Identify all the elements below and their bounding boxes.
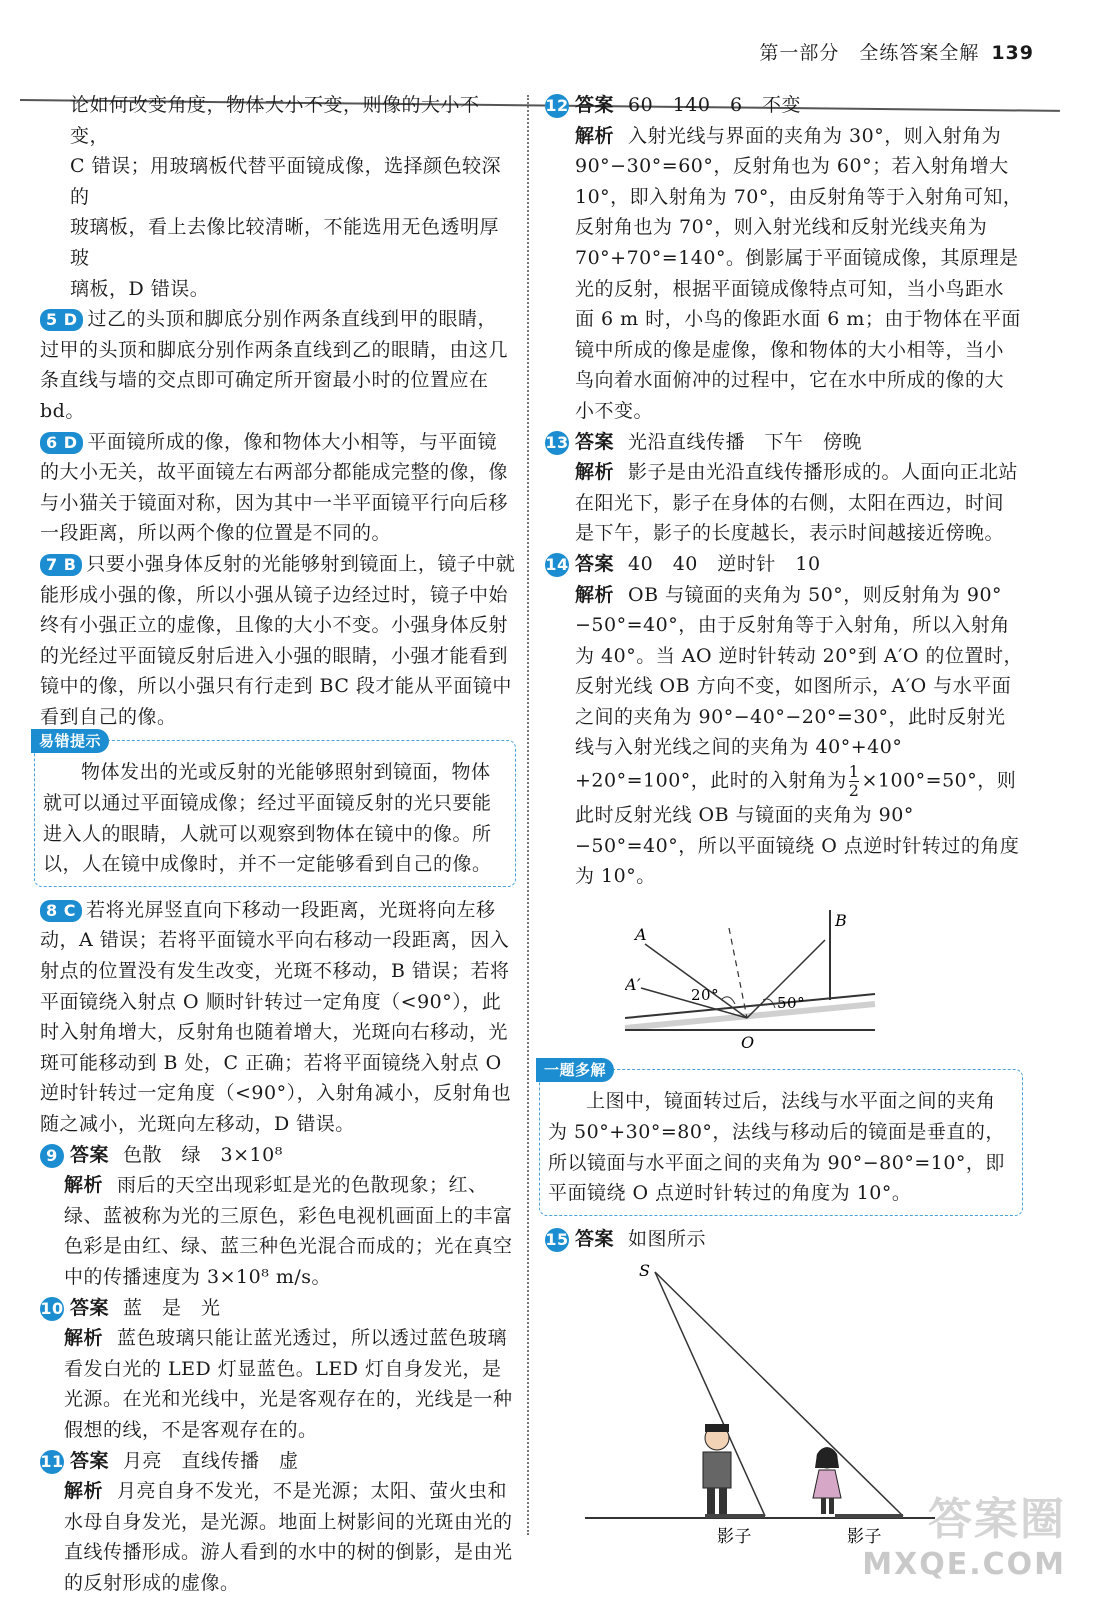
cont-line: 论如何改变角度，物体大小不变，则像的大小不变， xyxy=(70,94,480,147)
answer-label: 答案 xyxy=(575,94,615,116)
column-divider xyxy=(527,95,529,1535)
explanation-12 xyxy=(545,121,1023,427)
answer-label: 答案 xyxy=(575,552,615,575)
tip-box xyxy=(34,732,516,886)
explanation-label: 解析 xyxy=(575,583,615,606)
tip-text: 物体发出的光或反射的光能够照射到镜面，物体就可以通过平面镜成像；经过平面镜反射的光只要能进入人的眼睛，人就可以观察到物体在镜中的像。所以，人在镜中成像时，并不一定能够看到自己的像。 xyxy=(43,761,492,876)
explanation-label: 解析 xyxy=(64,1327,104,1350)
watermark-url: MXQE.COM xyxy=(862,1547,1066,1582)
incident-ray-A xyxy=(645,944,747,1018)
cont-line: C 错误；用玻璃板代替平面镜成像，选择颜色较深的 xyxy=(70,155,502,208)
mirror-reflection-diagram xyxy=(625,900,885,1050)
label-B: B xyxy=(835,910,848,930)
explanation-13 xyxy=(545,457,1023,549)
answer-value: 40 40 逆时针 10 xyxy=(628,552,821,575)
answer-tag: 6 D xyxy=(40,432,83,454)
answer-text: 过乙的头顶和脚底分别作两条直线到甲的眼睛，过甲的头顶和脚底分别作两条直线到乙的眼睛，由这几条直线与墙的交点即可确定所开窗最小时的位置应在 bd。 xyxy=(40,308,509,422)
answer-15 xyxy=(545,1224,1023,1255)
answer-label: 答案 xyxy=(575,430,615,453)
answer-14 xyxy=(545,549,1023,580)
answer-12 xyxy=(545,90,1023,121)
question-number: 11 xyxy=(40,1450,64,1474)
explanation-text: 入射光线与界面的夹角为 30°，则入射角为 90°−30°=60°，反射角也为 60°；若入射角增大 10°，即入射角为 70°，由反射角等于入射角可知，反射角也为 70°，则入射光线和反射光线夹角为 70°+70°=140°。倒影属于平面镜成像，其原理是光的反射，根据平面镜成像特点可知，当小鸟距水面 6 m 时，小鸟的像距水面 6 m；由于物体在平面镜中所成的像是虚像，像和物体的大小相等，当小鸟向着水面俯冲的过程中，它在水中所成的像的大小不变。 xyxy=(575,124,1023,422)
question-number: 13 xyxy=(545,431,569,455)
fraction-denominator: 2 xyxy=(848,781,860,801)
explanation-text: 影子是由光沿直线传播形成的。人面向正北站在阳光下，影子在身体的右侧，太阳在西边，时间是下午，影子的长度越长，表示时间越接近傍晚。 xyxy=(575,461,1019,545)
label-A-prime: A′ xyxy=(625,974,642,994)
explanation-label: 解析 xyxy=(575,461,615,484)
explanation-14 xyxy=(545,580,1023,892)
explanation-text: ×100°=50°，则此时反射光线 OB 与镜面的夹角为 90°−50°=40°，所以平面镜绕 O 点逆时针转过的角度为 10°。 xyxy=(575,769,1020,888)
answer-text: 平面镜所成的像，像和物体大小相等，与平面镜的大小无关，故平面镜左右两部分都能成完整的像，像与小猫关于镜面对称，因为其中一半平面镜平行向后移一段距离，所以两个像的位置是不同的。 xyxy=(40,430,509,545)
question-number: 9 xyxy=(40,1144,64,1168)
fraction-numerator: 1 xyxy=(848,762,860,782)
answer-value: 月亮 直线传播 虚 xyxy=(123,1449,299,1472)
answer-value: 色散 绿 3×10⁸ xyxy=(123,1143,283,1166)
explanation-label: 解析 xyxy=(64,1174,104,1197)
right-column xyxy=(545,90,1023,1558)
watermark-logo xyxy=(862,1483,1066,1582)
watermark-title: 答案圈 xyxy=(928,1494,1066,1545)
explanation-text: 月亮自身不发光，不是光源；太阳、萤火虫和水母自身发光，是光源。地面上树影间的光斑由光的直线传播形成。游人看到的水中的树的倒影，是由光的反射形成的虚像。 xyxy=(64,1480,513,1594)
answer-label: 答案 xyxy=(70,1296,110,1319)
answer-tag: 8 C xyxy=(40,900,82,922)
answer-label: 答案 xyxy=(575,1227,615,1250)
label-O: O xyxy=(741,1032,755,1050)
multi-solution-box xyxy=(539,1061,1023,1215)
question-number: 12 xyxy=(545,94,569,118)
explanation-11 xyxy=(40,1476,516,1598)
answer-label: 答案 xyxy=(70,1143,110,1166)
tip-label: 易错提示 xyxy=(31,729,109,753)
answer-value: 60 140 6 不变 xyxy=(628,94,802,116)
question-number: 14 xyxy=(545,553,569,577)
answer-8 xyxy=(40,895,516,1140)
cont-line: 璃板，D 错误。 xyxy=(70,277,210,300)
label-S: S xyxy=(639,1261,651,1281)
answer-10 xyxy=(40,1293,516,1324)
answer-label: 答案 xyxy=(70,1449,110,1472)
explanation-label: 解析 xyxy=(575,124,615,147)
shadow-label-2: 影子 xyxy=(847,1527,882,1548)
explanation-text: 雨后的天空出现彩虹是光的色散现象；红、绿、蓝被称为光的三原色，彩色电视机画面上的丰富色彩是由红、绿、蓝三种色光混合而成的；光在真空中的传播速度为 3×10⁸ m/s。 xyxy=(64,1174,513,1288)
answer-6 xyxy=(40,427,516,549)
answer-9 xyxy=(40,1140,516,1171)
shadow-1 xyxy=(705,1514,765,1518)
normal-line xyxy=(729,928,747,1018)
answer-value: 蓝 是 光 xyxy=(123,1296,221,1319)
multi-solution-text: 上图中，镜面转过后，法线与水平面之间的夹角为 50°+30°=80°，法线与移动后的镜面是垂直的，所以镜面与水平面之间的夹角为 90°−80°=10°，即平面镜绕 O 点逆时针转过的角度为 10°。 xyxy=(548,1090,1005,1205)
explanation-label: 解析 xyxy=(64,1480,104,1503)
answer-value: 光沿直线传播 下午 傍晚 xyxy=(628,430,863,453)
answer-7 xyxy=(40,549,516,733)
answer-tag: 7 B xyxy=(40,554,82,576)
cont-line: 玻璃板，看上去像比较清晰，不能选用无色透明厚玻 xyxy=(70,216,500,269)
angle-label-50: 50° xyxy=(777,993,806,1012)
answer-text: 只要小强身体反射的光能够射到镜面上，镜子中就能形成小强的像，所以小强从镜子边经过时，镜子中始终有小强正立的虚像，且像的大小不变。小强身体反射的光经过平面镜反射后进入小强的眼睛，小强才能看到镜中的像，所以小强只有行走到 BC 段才能从平面镜中看到自己的像。 xyxy=(40,552,516,728)
question-number: 15 xyxy=(545,1228,569,1252)
explanation-text: 蓝色玻璃只能让蓝光透过，所以透过蓝色玻璃看发白光的 LED 灯显蓝色。LED 灯自身发光，是光源。在光和光线中，光是客观存在的，光线是一种假想的线，不是客观存在的。 xyxy=(64,1327,513,1441)
multi-solution-label: 一题多解 xyxy=(536,1058,614,1082)
explanation-10 xyxy=(40,1323,516,1445)
answer-text: 若将光屏竖直向下移动一段距离，光斑将向左移动，A 错误；若将平面镜水平向右移动一段距离，因入射点的位置没有发生改变，光斑不移动，B 错误；若将平面镜绕入射点 O 顺时针转过一定角度（<90°），此时入射角增大，反射角也随着增大，光斑向右移动，光斑可能移动到 B 处，C 正确；若将平面镜绕入射点 O 逆时针转过一定角度（<90°），入射角减小，反射角也随之减小，光斑向左移动，D 错误。 xyxy=(40,898,512,1135)
ray-to-shadow2 xyxy=(655,1272,903,1516)
section-title: 第一部分 全练答案全解 xyxy=(759,42,980,64)
answer-11 xyxy=(40,1446,516,1477)
shadow-label-1: 影子 xyxy=(717,1527,752,1548)
page-header xyxy=(759,38,1034,65)
page-number: 139 xyxy=(991,42,1034,64)
girl-figure-icon xyxy=(813,1447,841,1514)
answer-value: 如图所示 xyxy=(628,1227,707,1250)
question-number: 10 xyxy=(40,1297,64,1321)
explanation-9 xyxy=(40,1170,516,1292)
answer-tag: 5 D xyxy=(40,309,83,331)
left-column xyxy=(40,90,516,1599)
label-A: A xyxy=(635,924,648,944)
answer-13 xyxy=(545,427,1023,458)
angle-label-20: 20° xyxy=(691,985,720,1004)
explanation-text: OB 与镜面的夹角为 50°，则反射角为 90°−50°=40°，由于反射角等于入射角，所以入射角为 40°。当 AO 逆时针转动 20°到 A′O 的位置时，反射光线 OB 方向不变，如图所示，A′O 与水平面之间的夹角为 90°−40°−20°=30°，此时反射光线与入射光线之间的夹角为 40°+40°+20°=100°，此时的入射角为 xyxy=(575,583,1024,792)
boy-figure-icon xyxy=(703,1424,731,1514)
fraction xyxy=(849,763,860,800)
answer-5 xyxy=(40,304,516,426)
